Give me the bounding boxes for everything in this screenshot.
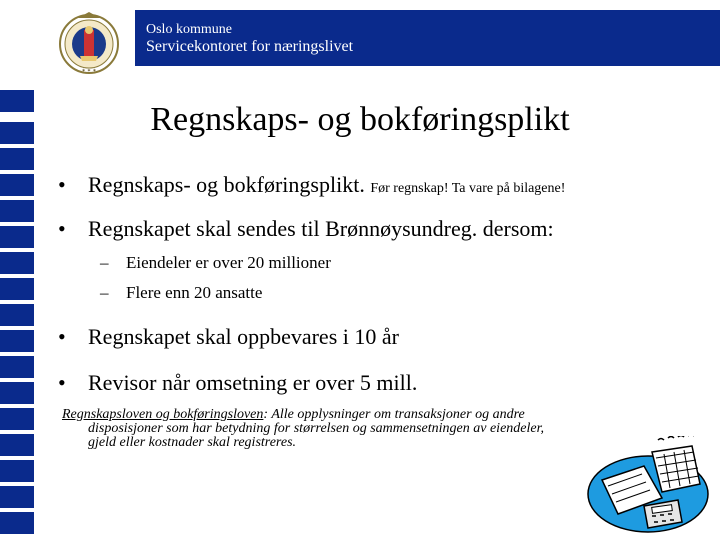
org-name: Oslo kommune (146, 22, 232, 37)
bullet-note: Før regnskap! Ta vare på bilagene! (370, 181, 566, 196)
bullet-symbol: • (58, 216, 66, 241)
footnote-line: disposisjoner som har betydning for størrelsen og sammensetningen av eiendeler, (88, 421, 544, 436)
oslo-coat-of-arms-icon (58, 8, 120, 80)
bullet-text: Regnskapet skal oppbevares i 10 år (88, 324, 399, 349)
sub-bullet-symbol: – (100, 253, 109, 272)
sub-bullet-text: Flere enn 20 ansatte (126, 283, 263, 302)
bullet-item (58, 172, 565, 202)
footnote-line: gjeld eller kostnader skal registreres. (88, 435, 297, 450)
sub-bullet-item (100, 282, 262, 304)
bullet-symbol: • (58, 172, 66, 197)
bullet-item (58, 324, 399, 350)
footnote-line: : Alle opplysninger om transaksjoner og andre (263, 407, 525, 422)
calculator-calendar-documents-icon (582, 436, 712, 536)
bullet-item (58, 216, 554, 242)
decorative-left-strip (0, 90, 36, 540)
sub-bullet-item (100, 252, 331, 274)
bullet-symbol: • (58, 324, 66, 349)
sub-bullet-symbol: – (100, 283, 109, 302)
slide-title: Regnskaps- og bokføringsplikt (150, 101, 570, 138)
footnote-lead: Regnskapsloven og bokføringsloven (62, 407, 264, 422)
footnote (62, 408, 652, 450)
sub-bullet-text: Eiendeler er over 20 millioner (126, 253, 331, 272)
svg-text:✶ ✶ ✶: ✶ ✶ ✶ (81, 69, 97, 74)
header-divider (134, 10, 135, 66)
bullet-symbol: • (58, 370, 66, 395)
department-name: Servicekontoret for næringslivet (146, 38, 354, 55)
bullet-text: Revisor når omsetning er over 5 mill. (88, 370, 418, 395)
bullet-item (58, 370, 417, 396)
bullet-text: Regnskapet skal sendes til Brønnøysundreg. dersom: (88, 216, 554, 241)
bullet-text: Regnskaps- og bokføringsplikt. (88, 172, 365, 197)
